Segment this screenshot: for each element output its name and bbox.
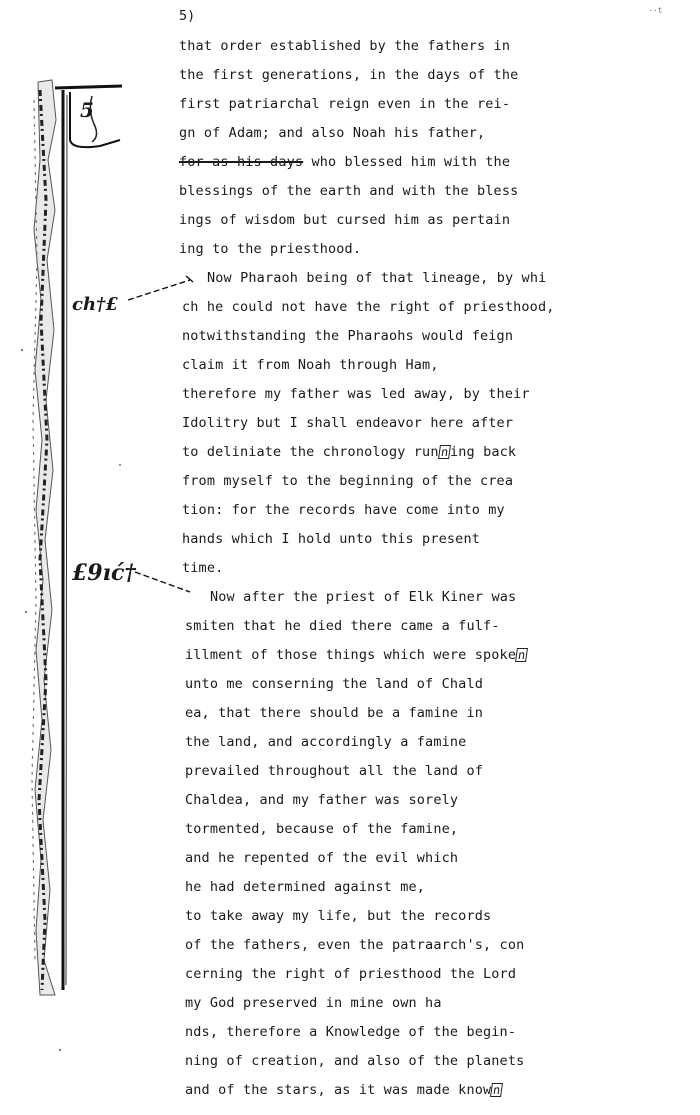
- line-text: and of the stars, as it was made know: [185, 1082, 492, 1098]
- text-line: [185, 937, 524, 953]
- line-text-after: ing back: [449, 444, 517, 460]
- text-line: [185, 647, 527, 663]
- text-line: [185, 908, 491, 924]
- text-line: [182, 502, 505, 518]
- text-line: [185, 879, 425, 895]
- line-text: unto me conserning the land of Chald: [185, 676, 483, 692]
- line-text: notwithstanding the Pharaohs would feign: [182, 328, 514, 344]
- text-line: [182, 328, 513, 344]
- bracketed-letter: n: [517, 648, 527, 662]
- margin-box-number: 5: [80, 98, 94, 122]
- text-line: [185, 763, 483, 779]
- text-line: [182, 386, 530, 402]
- corner-mark: ··t: [648, 6, 663, 15]
- text-line: [185, 705, 483, 721]
- text-line: [185, 1082, 503, 1098]
- text-line: [182, 531, 480, 547]
- line-text: ch he could not have the right of priesthood,: [182, 299, 555, 315]
- line-text: ing to the priesthood.: [179, 241, 362, 257]
- line-text: to deliniate the chronology run: [182, 444, 439, 460]
- line-text: tion: for the records have come into my: [182, 502, 505, 518]
- line-text: of the fathers, even the patraarch's, con: [185, 937, 525, 953]
- line-text: gn of Adam; and also Noah his father,: [179, 125, 486, 141]
- line-text: time.: [182, 560, 224, 576]
- text-line: [185, 821, 458, 837]
- line-text: that order established by the fathers in: [179, 38, 511, 54]
- text-line: [185, 966, 516, 982]
- line-text: Now after the priest of Elk Kiner was: [210, 589, 517, 605]
- margin-glyph-one: ch†£: [72, 294, 118, 315]
- line-text: to take away my life, but the records: [185, 908, 492, 924]
- text-line: [179, 241, 361, 257]
- line-text: who blessed him with the: [303, 154, 511, 170]
- margin-glyph-two: £9ıć†: [72, 560, 136, 586]
- line-text: the first generations, in the days of the: [179, 67, 519, 83]
- struck-text: for as his days: [179, 154, 304, 170]
- text-line: [182, 560, 223, 576]
- bracketed-letter: n: [439, 445, 449, 459]
- text-line: [185, 995, 442, 1011]
- line-text: nds, therefore a Knowledge of the begin-: [185, 1024, 517, 1040]
- text-line: [179, 67, 518, 83]
- text-line: [179, 96, 510, 112]
- line-text: first patriarchal reign even in the rei-: [179, 96, 511, 112]
- text-line: [179, 183, 518, 199]
- bracketed-letter: n: [492, 1083, 502, 1097]
- line-text: cerning the right of priesthood the Lord: [185, 966, 517, 982]
- line-text: Now Pharaoh being of that lineage, by whi: [207, 270, 547, 286]
- text-line: [182, 473, 513, 489]
- text-line: [182, 299, 555, 315]
- line-text: from myself to the beginning of the crea: [182, 473, 514, 489]
- line-text: blessings of the earth and with the bless: [179, 183, 519, 199]
- line-text: smiten that he died there came a fulf-: [185, 618, 500, 634]
- line-text: claim it from Noah through Ham,: [182, 357, 439, 373]
- line-text: hands which I hold unto this present: [182, 531, 480, 547]
- page-number: 5): [179, 8, 196, 24]
- text-line: [182, 444, 516, 460]
- line-text: Chaldea, and my father was sorely: [185, 792, 459, 808]
- line-text: prevailed throughout all the land of: [185, 763, 483, 779]
- line-text: illment of those things which were spoke: [185, 647, 517, 663]
- text-line: [210, 589, 516, 605]
- text-line: [185, 850, 458, 866]
- text-line: [179, 154, 510, 170]
- text-line: [179, 125, 485, 141]
- text-line: [185, 618, 500, 634]
- text-line: [185, 1053, 524, 1069]
- line-text: ea, that there should be a famine in: [185, 705, 483, 721]
- line-text: my God preserved in mine own ha: [185, 995, 442, 1011]
- text-line: [185, 734, 466, 750]
- line-text: the land, and accordingly a famine: [185, 734, 467, 750]
- text-line: [185, 1024, 516, 1040]
- text-line: [182, 357, 439, 373]
- line-text: tormented, because of the famine,: [185, 821, 459, 837]
- line-text: ning of creation, and also of the planets: [185, 1053, 525, 1069]
- margin-scan-artifacts: [0, 0, 200, 1115]
- line-text: he had determined against me,: [185, 879, 426, 895]
- text-line: [207, 270, 546, 286]
- text-line: [179, 38, 510, 54]
- text-line: [185, 792, 458, 808]
- text-line: [179, 212, 510, 228]
- line-text: ings of wisdom but cursed him as pertain: [179, 212, 511, 228]
- line-text: therefore my father was led away, by their: [182, 386, 530, 402]
- line-text: and he repented of the evil which: [185, 850, 459, 866]
- text-line: [182, 415, 513, 431]
- line-text: Idolitry but I shall endeavor here after: [182, 415, 514, 431]
- text-line: [185, 676, 483, 692]
